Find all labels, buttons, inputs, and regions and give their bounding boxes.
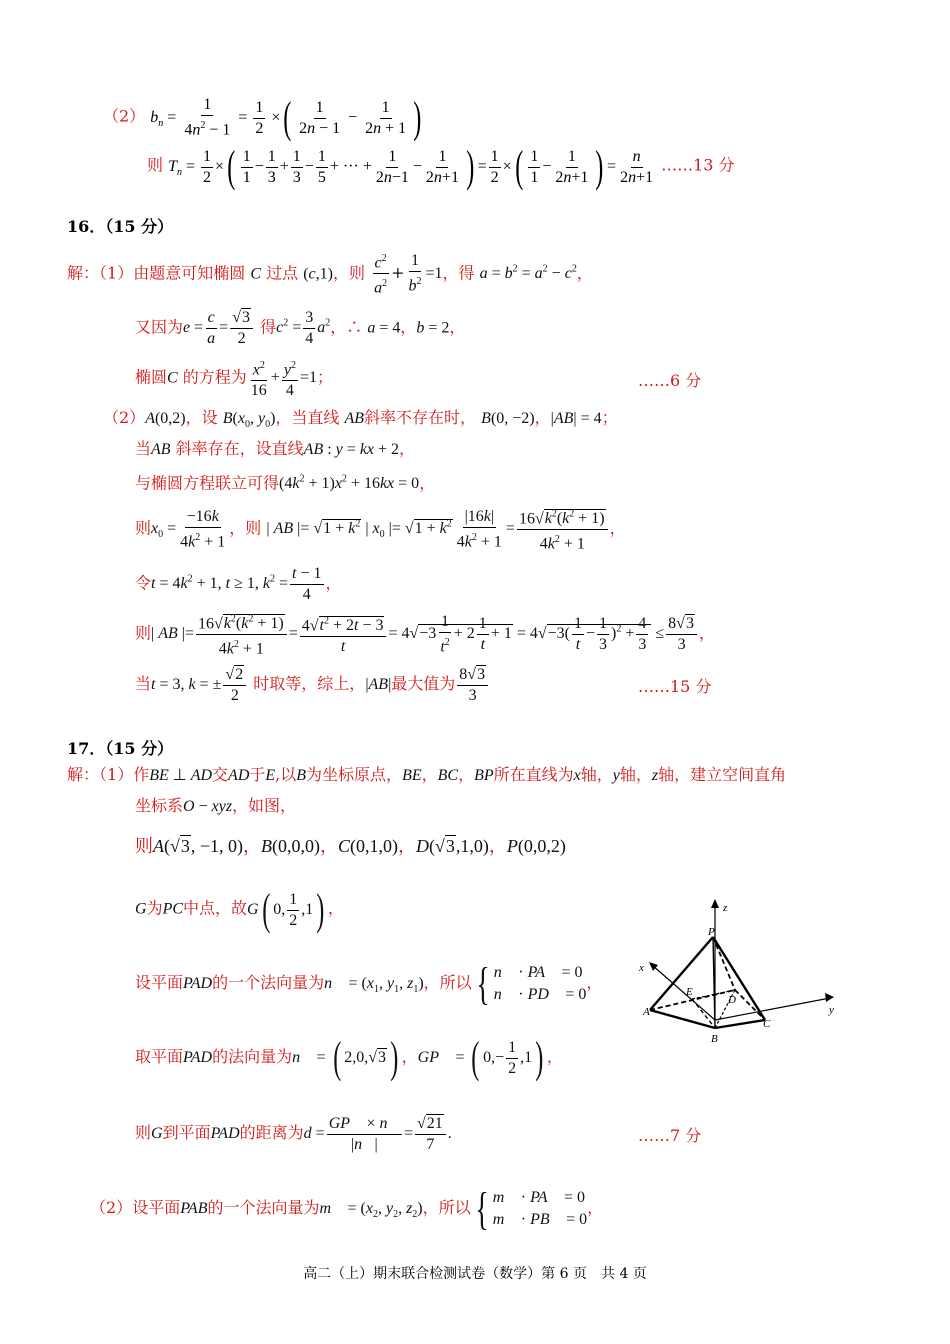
q17-l8-t2: 的一个法向量为: [207, 1198, 320, 1217]
fig-label-E: E: [686, 986, 693, 998]
q17-l1-t4: ,以: [275, 765, 297, 784]
q17-l1-t5: 为坐标原点，: [306, 765, 403, 784]
q16-l1-t1: 由题意可知椭圆: [133, 263, 246, 283]
q17-l5-t1: 设平面: [135, 973, 184, 992]
tn-prefix: 则: [147, 155, 164, 175]
q17-l5-t3: ，所以: [423, 973, 472, 992]
q16-l10-t3: 最大值为: [391, 674, 456, 693]
q17-l1-t8: 轴，: [619, 765, 652, 784]
q17-l5-t2: 的一个法向量为: [212, 973, 325, 992]
q16-l7-t1: 则: [135, 518, 152, 538]
tn-formula: $T_n$ = $\frac{1}{2}$ ×( $\frac{1}{1}$ − $\frac{1}{3}$ + $\frac{1}{3}$ − $\frac{1}{5}$ + ··· + $\frac{1}{2n-1}$ − $\frac{1}{2n+1}$ ) = $\frac{1}{2}$ ×( $\frac{1}{1}$ − $\frac{1}{2n+1}$ ) = $\frac{n}{2n+1}$: [168, 142, 654, 191]
q16-l4-t1: ，设: [185, 408, 218, 427]
fig-label-y: y: [829, 1004, 834, 1016]
q16-l3-t2: 的方程为: [182, 367, 247, 387]
q15-part2-label: （2）: [103, 106, 146, 126]
q17-line7: 则G到平面PAD的距离为d = $\frac{GP⃗ \times n⃗}{|n⃗|}$ = $\frac{√21}{7}$ .: [135, 1114, 452, 1153]
fig-label-A: A: [643, 1006, 650, 1018]
q16-line10: 当t = 3, k = ± $\frac{√2}{2}$ 时取等，综上，|AB|最大值为 $\frac{8√3}{3}$: [135, 664, 490, 704]
q17-l1-t1: 作: [133, 765, 150, 784]
q16-l4-t2: ，当直线: [275, 408, 340, 427]
q16-solve: 解：: [67, 263, 100, 283]
pyramid-figure: [630, 895, 850, 1055]
q16-l6-t1: 与椭圆方程联立可得: [135, 473, 280, 493]
q16-p2-label: （2）: [103, 408, 146, 427]
bn-formula: $b_n$ = $\frac{1}{4n^2 - 1}$ = $\frac{1}{2}$ ×( $\frac{1}{2n - 1}$ − $\frac{1}{2n + 1}$ ): [150, 93, 422, 142]
q16-line7: 则$x_0$ = $\frac{-16k}{4k^2 + 1}$ ，则 | AB |= $√1 + k^2$ | $x_0$ |= $√1 + k^2$ $\frac{|16k|}{4k^2 + 1}$ = $\frac{16√k^2(k^2 + 1)}{4k^2 + 1}$ ，: [135, 505, 626, 545]
q17-line8: （2）设平面PAB的一个法向量为m⃗ = ($x_2$, $y_2$, $z_2$)，所以{ m⃗ · PA⃗ = 0 m⃗ · PB⃗ = 0 ，: [90, 1182, 604, 1234]
q17-line3: 则A(√3, −1, 0)，B(0,0,0)，C(0,1,0)，D(√3,1,0)，P(0,0,2): [135, 836, 566, 857]
fig-label-B: B: [711, 1033, 718, 1045]
q16-score2: ……15 分: [638, 677, 712, 696]
q17-l6-t1: 取平面: [135, 1047, 184, 1066]
page-footer: 高二（上）期末联合检测试卷（数学）第 6 页 共 4 页: [303, 1266, 647, 1282]
fig-label-C: C: [763, 1018, 771, 1030]
q17-l7-t2: 到平面: [162, 1123, 211, 1142]
q17-l4-t1: 为: [146, 898, 163, 918]
fig-label-P: P: [708, 926, 715, 938]
q16-l1-t2: 过点: [266, 263, 299, 283]
q16-l4-t3: 斜率不存在时，: [364, 408, 477, 427]
q17-line1: 解：（1）作BE ⊥ AD交AD于E,以B为坐标原点，BE，BC，BP所在直线为x轴，y轴，z轴，建立空间直角: [67, 765, 787, 784]
q17-l1-t6: 所在直线为: [493, 765, 574, 784]
q17-l2-t2: ，如图，: [232, 796, 297, 815]
q16-l5-t1: 当: [135, 439, 152, 458]
q17-p1-label: （1）: [99, 765, 134, 784]
q16-l3-t1: 椭圆: [135, 367, 168, 387]
q16-l9-t1: 则: [135, 623, 152, 643]
fig-label-x: x: [639, 962, 644, 974]
q17-line5: 设平面PAD的一个法向量为n⃗ = ($x_1$, $y_1$, $z_1$)，所以{ n⃗ · PA⃗ = 0 n⃗ · PD⃗ = 0 ，: [135, 957, 603, 1009]
q16-l2-t1: 又因为: [135, 317, 184, 337]
q16-l2-t2: 得: [260, 317, 277, 337]
q16-l1-t4: ，得: [442, 263, 475, 283]
q16-line4: （2）A(0,2)，设 $B(x_0$, $y_0$)，当直线 AB斜率不存在时， B(0, −2)，|AB| = 4；: [103, 408, 618, 431]
q15-part2-tn: [147, 142, 735, 191]
q16-l1-t3: ，则: [332, 263, 365, 283]
q16-p1-label: （1）: [99, 263, 134, 283]
q17-line4: G为PC中点，故G( 0, $\frac{1}{2}$ ,1) ，: [135, 885, 344, 934]
q17-score1: ……7 分: [638, 1126, 702, 1145]
q16-line1: 解：（1）由题意可知椭圆 C 过点 (c,1)，则 $\frac{c^2}{a^2}$ + $\frac{1}{b^2}$ =1，得 $a = b^2 = a^2 - c^2$，: [67, 250, 593, 290]
q17-l3-t1: 则: [135, 836, 153, 857]
q17-l1-t3: 于: [249, 765, 266, 784]
q16-score1: ……6 分: [638, 371, 702, 390]
fig-label-z: z: [723, 902, 728, 914]
q16-line2: 又因为e = $\frac{c}{a}$ = $\frac{√3}{2}$ 得$c^2$ = $\frac{3}{4}$ $a^2$，∴ a = 4，b = 2，: [135, 309, 466, 348]
q17-solve: 解：: [67, 765, 100, 784]
q16-line5: 当AB 斜率存在，设直线AB : y = kx + 2，: [135, 439, 416, 458]
q16-line3: 椭圆C 的方程为 $\frac{x^2}{16}$ + $\frac{y^2}{4}$ =1；: [135, 357, 333, 397]
q16-l5-t2: 斜率存在，设直线: [175, 439, 304, 458]
q16-l10-t2: 时取等，综上，: [253, 674, 366, 693]
q17-l4-t2: 中点，故: [183, 898, 248, 918]
q17-l1-t9: 轴，建立空间直角: [658, 765, 787, 784]
q17-l7-t1: 则: [135, 1123, 152, 1142]
q17-l1-t2: 交: [212, 765, 229, 784]
q17-l8-t1: 设平面: [132, 1198, 181, 1217]
q15-score: ……13 分: [661, 155, 735, 175]
q16-line6: 与椭圆方程联立可得$(4k^2 + 1)x^2 + 16kx = 0$，: [135, 473, 436, 493]
q16-line9: 则| AB |= $\frac{16√k^2(k^2 + 1)}{4k^2 + 1}$ = $\frac{4√t^2 + 2t - 3}{t}$ = 4√−3 $\frac{1}{t^2}$ + 2 $\frac{1}{t}$ + 1 = 4√−3( $\frac{1}{t}$ − $\frac{1}{3}$ )$^2$ + $\frac{4}{3}$ ≤ $\frac{8√3}{3}$ ，: [135, 610, 715, 650]
q17-l1-t7: 轴，: [580, 765, 613, 784]
q17-heading: 17．（15 分）: [67, 739, 174, 758]
q17-l8-t3: ，所以: [422, 1198, 471, 1217]
q17-l6-t2: 的法向量为: [212, 1047, 293, 1066]
q17-p2-label: （2）: [90, 1198, 133, 1217]
q16-l7-t2: ，则: [229, 518, 262, 538]
q17-line2: 坐标系O − xyz，如图，: [135, 796, 297, 815]
q17-l7-t3: 的距离为: [239, 1123, 304, 1142]
q16-l8-t1: 令: [135, 573, 152, 593]
q15-part2-bn: [103, 93, 425, 142]
q16-l10-t1: 当: [135, 674, 152, 693]
q16-l2-t3: ，∴: [330, 317, 363, 337]
q16-line8: 令$t = 4k^2 + 1$, t ≥ 1, $k^2$ = $\frac{t - 1}{4}$ ，: [135, 565, 342, 604]
fig-label-D: D: [728, 994, 736, 1006]
q17-l2-t1: 坐标系: [135, 796, 184, 815]
q16-heading: 16．（15 分）: [67, 217, 174, 236]
q17-line6: 取平面PAD的法向量为n⃗ = ( 2,0,√3) ，GP⃗ = ( 0,− $\frac{1}{2}$ ,1) ，: [135, 1033, 563, 1083]
